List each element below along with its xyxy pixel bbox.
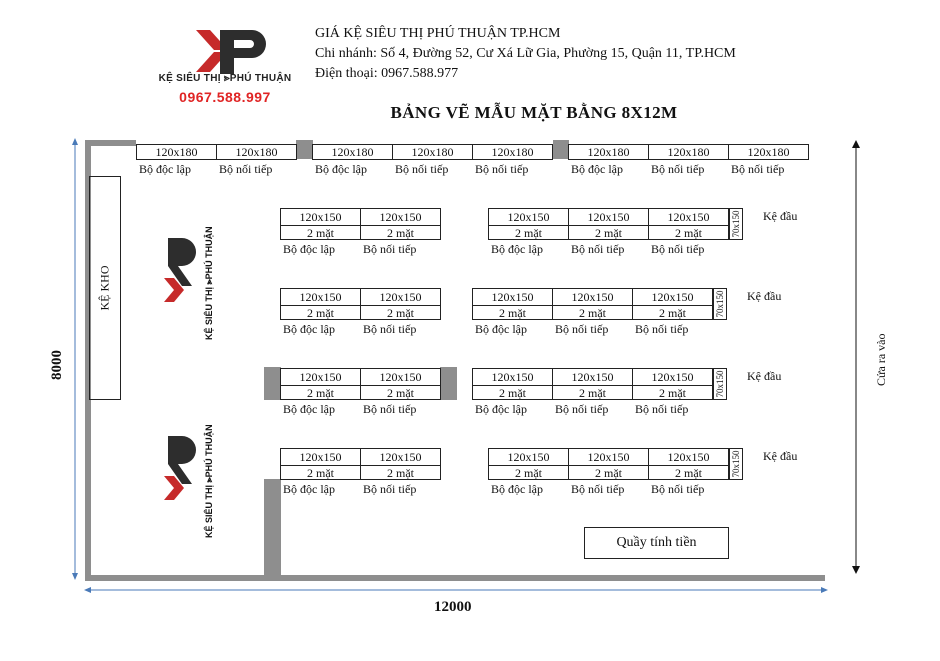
label-standalone: Bộ độc lập <box>283 322 335 336</box>
label-connected: Bộ nối tiếp <box>363 482 417 496</box>
island-shelf-r3-right: 120x150 120x150 120x150 2 mặt 2 mặt 2 mặt <box>472 368 713 400</box>
island-shelf-r3-left: 120x150 120x150 2 mặt 2 mặt <box>280 368 441 400</box>
label-connected: Bộ nối tiếp <box>555 322 609 336</box>
end-cap: 70x150 <box>729 208 743 240</box>
wall-shelf-3: 120x180 120x180 120x180 <box>568 144 809 160</box>
label-connected: Bộ nối tiếp <box>363 242 417 256</box>
contact-phone: Điện thoại: 0967.588.977 <box>315 66 459 81</box>
end-cap-label: Kệ đầu <box>763 209 798 223</box>
door-arrow-icon <box>850 140 862 574</box>
label-standalone: Bộ độc lập <box>283 482 335 496</box>
brand-phone: 0967.588.997 <box>179 89 271 105</box>
end-cap: 70x150 <box>729 448 743 480</box>
island-shelf-r2-right: 120x150 120x150 120x150 2 mặt 2 mặt 2 mặt <box>472 288 713 320</box>
company-name: GIÁ KỆ SIÊU THỊ PHÚ THUẬN TP.HCM <box>315 26 561 41</box>
pillar-right <box>440 367 457 400</box>
brand-name: KỆ SIÊU THỊ ⪢PHÚ THUẬN <box>158 73 292 84</box>
wall-pillar-top-1 <box>296 140 313 159</box>
wall-shelf-2: 120x180 120x180 120x180 <box>312 144 553 160</box>
end-cap-label: Kệ đầu <box>763 449 798 463</box>
checkout-counter: Quầy tính tiền <box>584 527 729 559</box>
end-cap: 70x150 <box>713 288 727 320</box>
island-shelf-r2-left: 120x150 120x150 2 mặt 2 mặt <box>280 288 441 320</box>
label-connected: Bộ nối tiếp <box>571 482 625 496</box>
wall-top-1 <box>85 140 136 146</box>
branch-address: Chi nhánh: Số 4, Đường 52, Cư Xá Lữ Gia, Phường 15, Quận 11, TP.HCM <box>315 46 736 61</box>
label-standalone: Bộ độc lập <box>139 162 191 176</box>
label-standalone: Bộ độc lập <box>475 402 527 416</box>
wall-bottom <box>85 575 825 581</box>
warehouse-shelf: KỆ KHO <box>89 176 121 400</box>
label-connected: Bộ nối tiếp <box>363 402 417 416</box>
label-connected: Bộ nối tiếp <box>651 162 705 176</box>
label-standalone: Bộ độc lập <box>315 162 367 176</box>
width-dimension-label: 12000 <box>434 599 472 615</box>
label-connected: Bộ nối tiếp <box>395 162 449 176</box>
door-label: Cửa ra vào <box>874 333 888 386</box>
brand-watermark-icon <box>158 428 228 568</box>
label-standalone: Bộ độc lập <box>491 242 543 256</box>
wall-partition <box>264 479 281 579</box>
label-standalone: Bộ độc lập <box>475 322 527 336</box>
wall-shelf-1: 120x180 120x180 <box>136 144 297 160</box>
label-connected: Bộ nối tiếp <box>635 402 689 416</box>
end-cap-label: Kệ đầu <box>747 369 782 383</box>
wall-pillar-top-2 <box>553 140 569 159</box>
label-connected: Bộ nối tiếp <box>219 162 273 176</box>
label-connected: Bộ nối tiếp <box>571 242 625 256</box>
island-shelf-r4-left: 120x150 120x150 2 mặt 2 mặt <box>280 448 441 480</box>
brand-watermark-icon <box>158 230 228 370</box>
height-dimension-label: 8000 <box>49 350 65 380</box>
end-cap: 70x150 <box>713 368 727 400</box>
label-standalone: Bộ độc lập <box>491 482 543 496</box>
label-connected: Bộ nối tiếp <box>651 242 705 256</box>
label-connected: Bộ nối tiếp <box>363 322 417 336</box>
label-connected: Bộ nối tiếp <box>651 482 705 496</box>
label-connected: Bộ nối tiếp <box>635 322 689 336</box>
pillar-left <box>264 367 281 400</box>
brand-watermark-text: KỆ SIÊU THỊ ⪢PHÚ THUẬN <box>204 424 214 538</box>
label-standalone: Bộ độc lập <box>571 162 623 176</box>
end-cap-label: Kệ đầu <box>747 289 782 303</box>
island-shelf-r1-left: 120x150 120x150 2 mặt 2 mặt <box>280 208 441 240</box>
label-standalone: Bộ độc lập <box>283 402 335 416</box>
plan-title: BẢNG VẼ MẪU MẶT BẰNG 8X12M <box>390 103 678 122</box>
label-connected: Bộ nối tiếp <box>555 402 609 416</box>
island-shelf-r4-right: 120x150 120x150 120x150 2 mặt 2 mặt 2 mặt <box>488 448 729 480</box>
height-dimension-line <box>66 138 84 580</box>
brand-watermark-text: KỆ SIÊU THỊ ⪢PHÚ THUẬN <box>204 226 214 340</box>
label-connected: Bộ nối tiếp <box>731 162 785 176</box>
width-dimension-line <box>84 584 828 596</box>
label-connected: Bộ nối tiếp <box>475 162 529 176</box>
label-standalone: Bộ độc lập <box>283 242 335 256</box>
island-shelf-r1-right: 120x150 120x150 120x150 2 mặt 2 mặt 2 mặt <box>488 208 729 240</box>
